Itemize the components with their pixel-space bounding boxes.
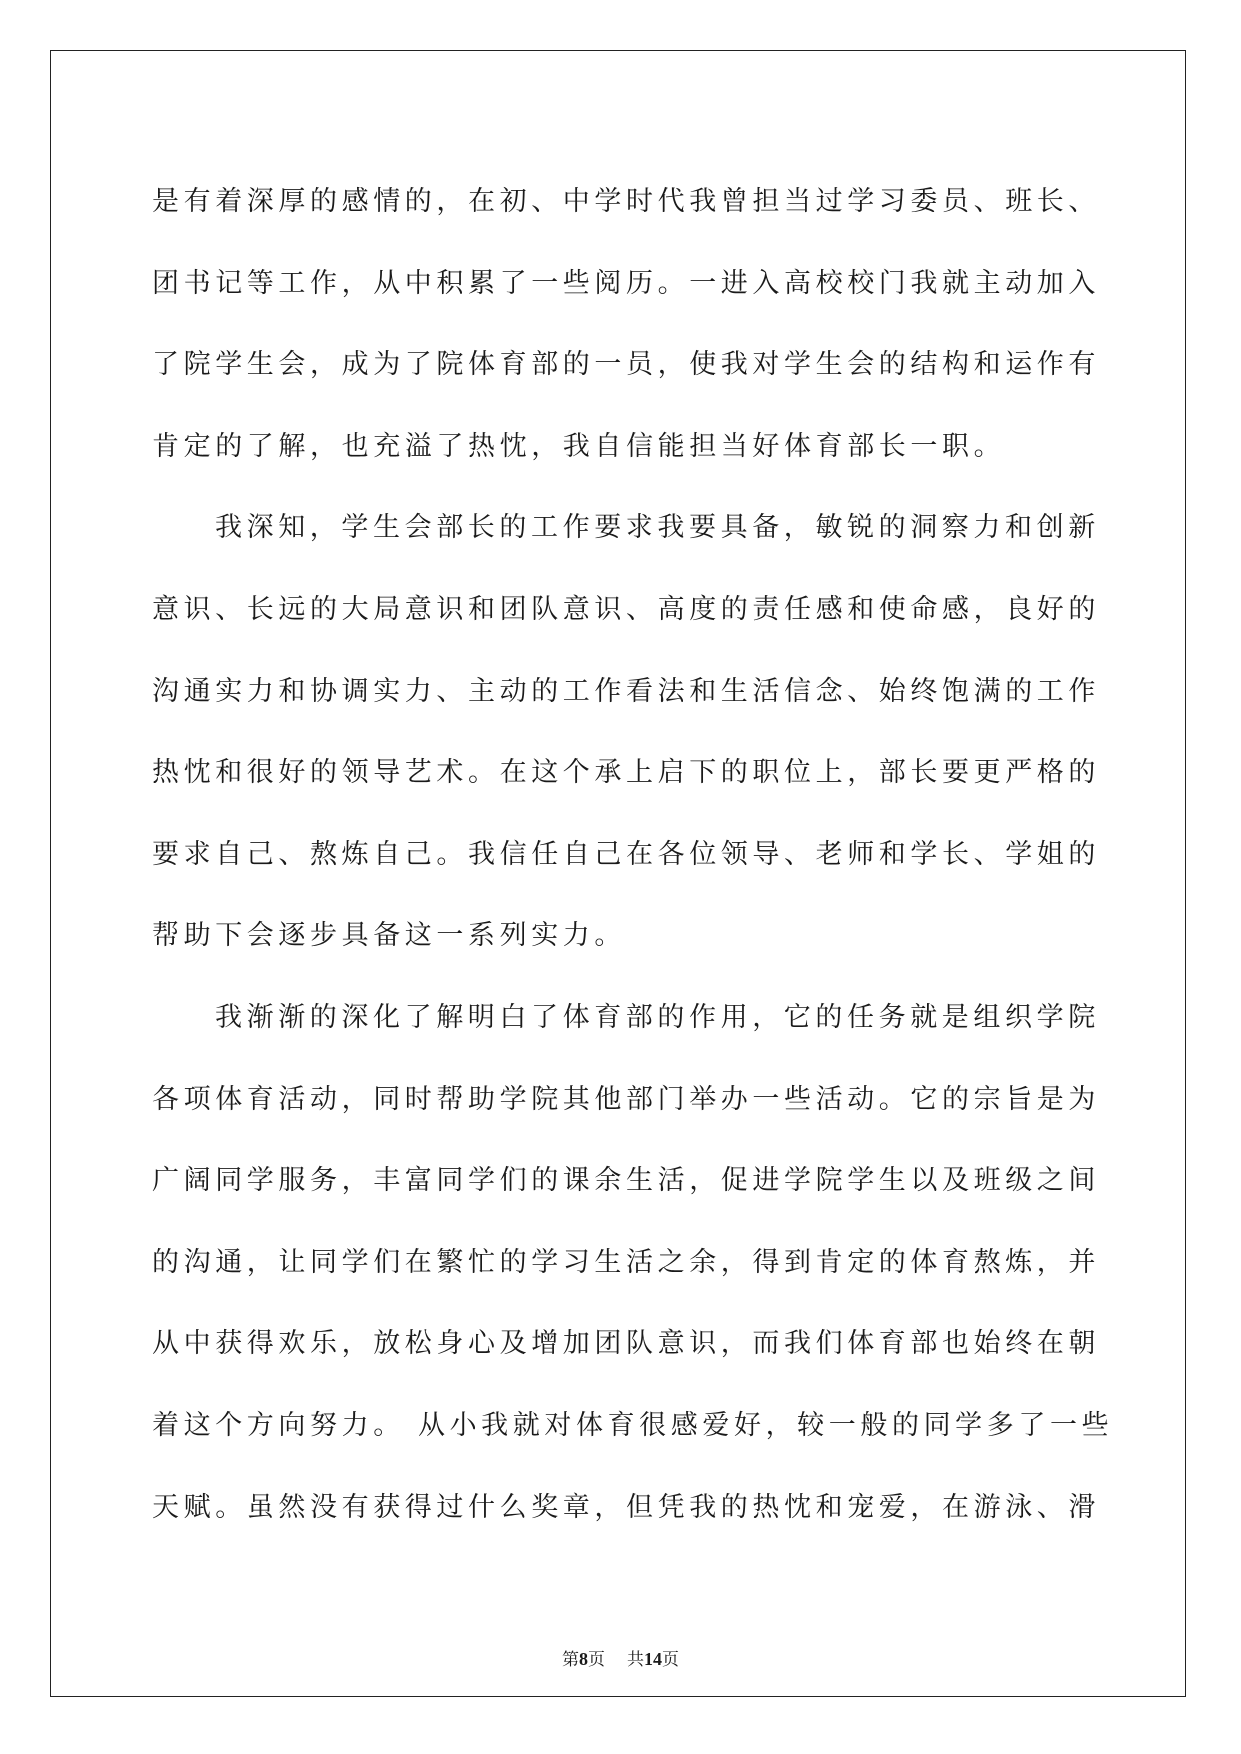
text-line: 从中获得欢乐，放松身心及增加团队意识，而我们体育部也始终在朝 (152, 1328, 1100, 1360)
page-suffix: 页 (588, 1650, 605, 1669)
text-line: 意识、长远的大局意识和团队意识、高度的责任感和使命感，良好的 (152, 593, 1100, 625)
text-line: 肯定的了解，也充溢了热忱，我自信能担当好体育部长一职。 (152, 430, 1006, 462)
total-suffix: 页 (662, 1650, 679, 1669)
text-line: 广阔同学服务，丰富同学们的课余生活，促进学院学生以及班级之间 (152, 1165, 1100, 1197)
text-line: 各项体育活动，同时帮助学院其他部门举办一些活动。它的宗旨是为 (152, 1083, 1100, 1115)
paragraph-start-line: 我渐渐的深化了解明白了体育部的作用，它的任务就是组织学院 (215, 1001, 1100, 1033)
text-line: 的沟通，让同学们在繁忙的学习生活之余，得到肯定的体育熬炼，并 (152, 1246, 1100, 1278)
page-footer (0, 1645, 1241, 1670)
text-line: 要求自己、熬炼自己。我信任自己在各位领导、老师和学长、学姐的 (152, 838, 1100, 870)
text-line: 热忱和很好的领导艺术。在这个承上启下的职位上，部长要更严格的 (152, 757, 1100, 789)
page-number: 8 (579, 1649, 588, 1669)
text-line: 沟通实力和协调实力、主动的工作看法和生活信念、始终饱满的工作 (152, 675, 1100, 707)
text-line: 着这个方向努力。 从小我就对体育很感爱好，较一般的同学多了一些 (152, 1409, 1114, 1441)
page-prefix: 第 (562, 1650, 579, 1669)
text-line: 帮助下会逐步具备这一系列实力。 (152, 920, 626, 952)
total-prefix: 共 (627, 1650, 644, 1669)
total-pages: 14 (644, 1649, 662, 1669)
document-body (152, 161, 1114, 1548)
text-line: 是有着深厚的感情的，在初、中学时代我曾担当过学习委员、班长、 (152, 186, 1100, 217)
text-line: 了院学生会，成为了院体育部的一员，使我对学生会的结构和运作有 (152, 349, 1100, 381)
text-line: 天赋。虽然没有获得过什么奖章，但凭我的热忱和宠爱，在游泳、滑 (152, 1491, 1100, 1523)
text-line: 团书记等工作，从中积累了一些阅历。一进入高校校门我就主动加入 (152, 267, 1100, 299)
paragraph-start-line: 我深知，学生会部长的工作要求我要具备，敏锐的洞察力和创新 (215, 512, 1100, 544)
